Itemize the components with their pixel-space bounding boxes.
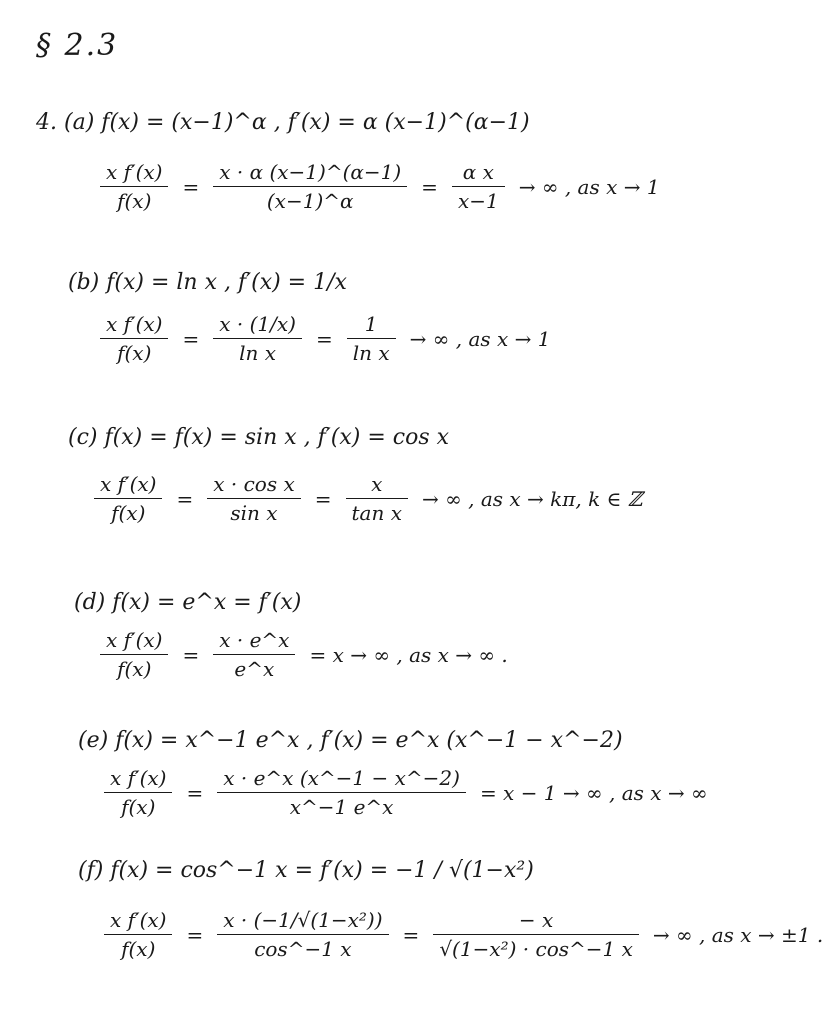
part-e-ratio-num: x f′(x) (110, 766, 167, 790)
part-b-label: (b) (68, 270, 100, 295)
part-e-step (217, 766, 466, 819)
part-d-result: = x → ∞ , as x → ∞ . (309, 642, 508, 667)
part-b-simp-num: 1 (364, 312, 378, 336)
part-a-ratio-num: x f′(x) (106, 160, 163, 184)
part-d-step-num: x · e^x (219, 628, 290, 652)
part-d-ratio-den: f(x) (117, 657, 152, 681)
part-b-step-num: x · (1/x) (219, 312, 296, 336)
part-e-step-den: x^−1 e^x (289, 795, 394, 819)
part-b-definition (68, 270, 347, 295)
part-a-step-den: (x−1)^α (266, 189, 354, 213)
part-a-simplified (452, 160, 505, 213)
part-c-simp-num: x (371, 472, 383, 496)
part-d-step-den: e^x (234, 657, 275, 681)
part-e-label: (e) (78, 728, 109, 753)
problem-number: 4. (36, 110, 57, 135)
part-f-simp-den: √(1−x²) · cos^−1 x (439, 937, 633, 961)
part-f-simplified (433, 908, 639, 961)
part-b-step (213, 312, 302, 365)
part-e-computation: $\frac{\text{x f′(x)}}{f(x)}$ = $\frac{x \cdot e\^{}x (x\^{}-1 - x\^{}-2)}{x\^{}-1 e\^{}x}$ = x − 1 → ∞ , as x → ∞ (100, 766, 708, 819)
part-e-def-text: f(x) = x^−1 e^x , f′(x) = e^x (x^−1 − x^−2) (115, 728, 623, 753)
part-f-simp-num: − x (518, 908, 554, 932)
part-f-def-text: f(x) = cos^−1 x = f′(x) = −1 / √(1−x²) (110, 858, 534, 883)
part-c-ratio (94, 472, 162, 525)
part-c-limit: → ∞ , as x → kπ, k ∈ ℤ (421, 486, 643, 511)
part-a-computation: $\frac{\text{x f′(x)}}{f(x)}$ = $\frac{x \cdot \alpha (x-1)\^{}(\alpha-1)}{(x-1)\^{}\alpha}$ = $\frac{\text{α x}}{x-1}$ → ∞ , as x → 1 (96, 160, 660, 213)
part-c-ratio-den: f(x) (111, 501, 146, 525)
part-a-ratio-den: f(x) (117, 189, 152, 213)
part-a-limit: → ∞ , as x → 1 (518, 174, 660, 199)
part-e-result: = x − 1 → ∞ , as x → ∞ (479, 780, 708, 805)
part-c-label: (c) (68, 425, 98, 450)
part-d-label: (d) (74, 590, 106, 615)
part-d-definition (74, 590, 301, 615)
part-e-ratio-den: f(x) (121, 795, 156, 819)
part-f-ratio (104, 908, 172, 961)
part-c-simplified (346, 472, 408, 525)
part-f-computation: $\frac{\text{x f′(x)}}{f(x)}$ = $\frac{\text{x · (−1/√(1−x²))}}{\cos\^{}-1 x}$ = $\frac{- x}{\text{√(1−x²) · cos\textasciicircum{}−1 x}}$ → ∞ , as x → ±1 . (100, 908, 823, 961)
part-d-ratio (100, 628, 168, 681)
part-b-simplified (347, 312, 396, 365)
part-f-limit: → ∞ , as x → ±1 . (652, 922, 823, 947)
part-b-ratio-den: f(x) (117, 341, 152, 365)
part-a-simp-num: α x (462, 160, 494, 184)
part-c-ratio-num: x f′(x) (100, 472, 157, 496)
part-e-definition (78, 728, 623, 753)
part-e-ratio (104, 766, 172, 819)
part-e-step-num: x · e^x (x^−1 − x^−2) (223, 766, 460, 790)
part-b-simp-den: ln x (352, 341, 390, 365)
part-a-simp-den: x−1 (457, 189, 499, 213)
part-b-step-den: ln x (239, 341, 277, 365)
part-d-ratio-num: x f′(x) (106, 628, 163, 652)
part-c-step (207, 472, 301, 525)
part-c-definition (68, 425, 449, 450)
part-d-step (213, 628, 295, 681)
part-d-computation: $\frac{\text{x f′(x)}}{f(x)}$ = $\frac{x \cdot e\^{}x}{e\^{}x}$ = x → ∞ , as x → ∞ . (96, 628, 508, 681)
part-f-definition (78, 858, 534, 883)
part-b-def-text: f(x) = ln x , f′(x) = 1/x (106, 270, 347, 295)
part-f-step (217, 908, 388, 961)
part-a-step-num: x · α (x−1)^(α−1) (219, 160, 402, 184)
part-b-computation: $\frac{\text{x f′(x)}}{f(x)}$ = $\frac{x \cdot (1/x)}{\text{ln x}}$ = $\frac{1}{\text{ln x}}$ → ∞ , as x → 1 (96, 312, 551, 365)
part-a-def-text: f(x) = (x−1)^α , f′(x) = α (x−1)^(α−1) (101, 110, 530, 135)
part-a-ratio (100, 160, 168, 213)
part-c-simp-den: tan x (351, 501, 402, 525)
part-f-label: (f) (78, 858, 104, 883)
part-f-step-den: cos^−1 x (254, 937, 352, 961)
part-d-def-text: f(x) = e^x = f′(x) (112, 590, 302, 615)
part-c-step-num: x · cos x (213, 472, 295, 496)
part-f-ratio-den: f(x) (121, 937, 156, 961)
section-heading: § 2.3 (36, 28, 119, 63)
part-b-limit: → ∞ , as x → 1 (409, 326, 551, 351)
part-c-computation: $\frac{\text{x f′(x)}}{f(x)}$ = $\frac{\text{x · cos x}}{\text{sin x}}$ = $\frac{x}{\text{tan x}}$ → ∞ , as x → kπ, k ∈ ℤ (90, 472, 642, 525)
part-f-step-num: x · (−1/√(1−x²)) (223, 908, 383, 932)
part-a-step (213, 160, 407, 213)
part-c-step-den: sin x (230, 501, 278, 525)
part-f-ratio-num: x f′(x) (110, 908, 167, 932)
part-a-label: (a) (64, 110, 95, 135)
part-a-definition (36, 110, 530, 135)
part-c-def-text: f(x) = f(x) = sin x , f′(x) = cos x (104, 425, 450, 450)
part-b-ratio (100, 312, 168, 365)
part-b-ratio-num: x f′(x) (106, 312, 163, 336)
